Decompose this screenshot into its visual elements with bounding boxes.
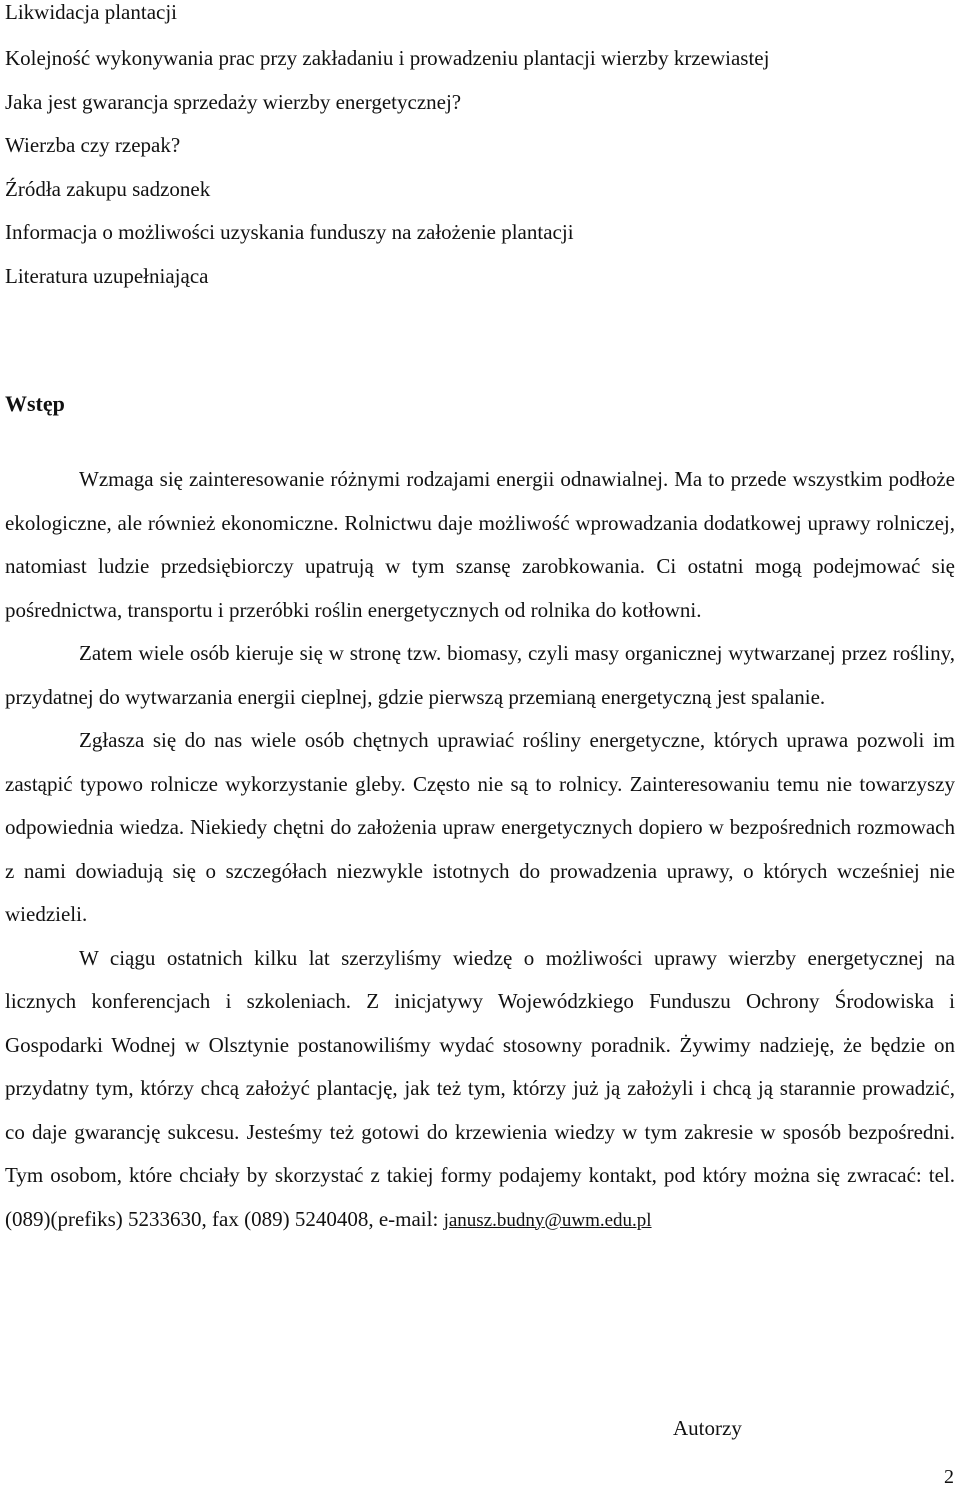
toc-item: Kolejność wykonywania prac przy zakładaniu i prowadzeniu plantacji wierzby krzewiastej: [5, 46, 770, 70]
paragraph-contact: [5, 937, 955, 1243]
toc-item: Jaka jest gwarancja sprzedaży wierzby energetycznej?: [5, 89, 462, 114]
email-link[interactable]: janusz.budny@uwm.edu.pl: [443, 1209, 652, 1231]
toc-item: Źródła zakupu sadzonek: [5, 176, 211, 201]
toc-item: Informacja o możliwości uzyskania funduszy na założenie plantacji: [5, 220, 574, 244]
paragraph-biomass: Zatem wiele osób kieruje się w stronę tzw. biomasy, czyli masy organicznej wytwarzanej przez rośliny, przydatnej do wytwarzania energii cieplnej, gdzie pierwszą przemianą energetyczną jest spalanie.: [5, 641, 955, 709]
toc-item: Wierzba czy rzepak?: [5, 133, 181, 157]
signature: Autorzy: [673, 1416, 742, 1440]
table-of-contents: [5, 0, 950, 298]
paragraph-intro: Wzmaga się zainteresowanie różnymi rodzajami energii odnawialnej. Ma to przede wszystkim podłoże ekologiczne, ale również ekonomiczne. Rolnictwu daje możliwość wprowadzania dodatkowej uprawy rolniczej, natomiast ludzie przedsiębiorczy upatrują w tym szansę zarobkowania. Ci ostatni mogą podejmować się pośrednictwa, transportu i przeróbki roślin energetycznych od rolnika do kotłowni.: [5, 467, 955, 622]
document-body: [5, 458, 955, 1242]
toc-item: Likwidacja plantacji: [5, 0, 178, 24]
section-title: Wstęp: [5, 391, 65, 416]
paragraph-contact-text: W ciągu ostatnich kilku lat szerzyliśmy wiedzę o możliwości uprawy wierzby energetycznej na licznych konferencjach i szkoleniach. Z inicjatywy Wojewódzkiego Funduszu Ochrony Środowiska i Gospodarki Wodnej w Olsztynie postanowiliśmy wydać stosowny poradnik. Żywimy nadzieję, że będzie on przydatny tym, którzy chcą założyć plantację, jak też tym, którzy już ją założyli i chcą ją starannie prowadzić, co daje gwarancję sukcesu. Jesteśmy też gotowi do krzewienia wiedzy w tym zakresie w sposób bezpośredni. Tym osobom, które chciały by skorzystać z takiej formy podajemy kontakt, pod który można się zwracać: tel. (089)(prefiks) 5233630, fax (089) 5240408, e-mail:: [5, 945, 955, 1231]
toc-item: Literatura uzupełniająca: [5, 263, 209, 288]
page-number: 2: [944, 1466, 954, 1488]
paragraph-interest: Zgłasza się do nas wiele osób chętnych uprawiać rośliny energetyczne, których uprawa pozwoli im zastąpić typowo rolnicze wykorzystanie gleby. Często nie są to rolnicy. Zainteresowaniu temu nie towarzyszy odpowiednia wiedza. Niekiedy chętni do założenia upraw energetycznych dopiero w bezpośrednich rozmowach z nami dowiadują się o szczegółach niezwykle istotnych do prowadzenia uprawy, o których wcześniej nie wiedzieli.: [5, 728, 955, 926]
